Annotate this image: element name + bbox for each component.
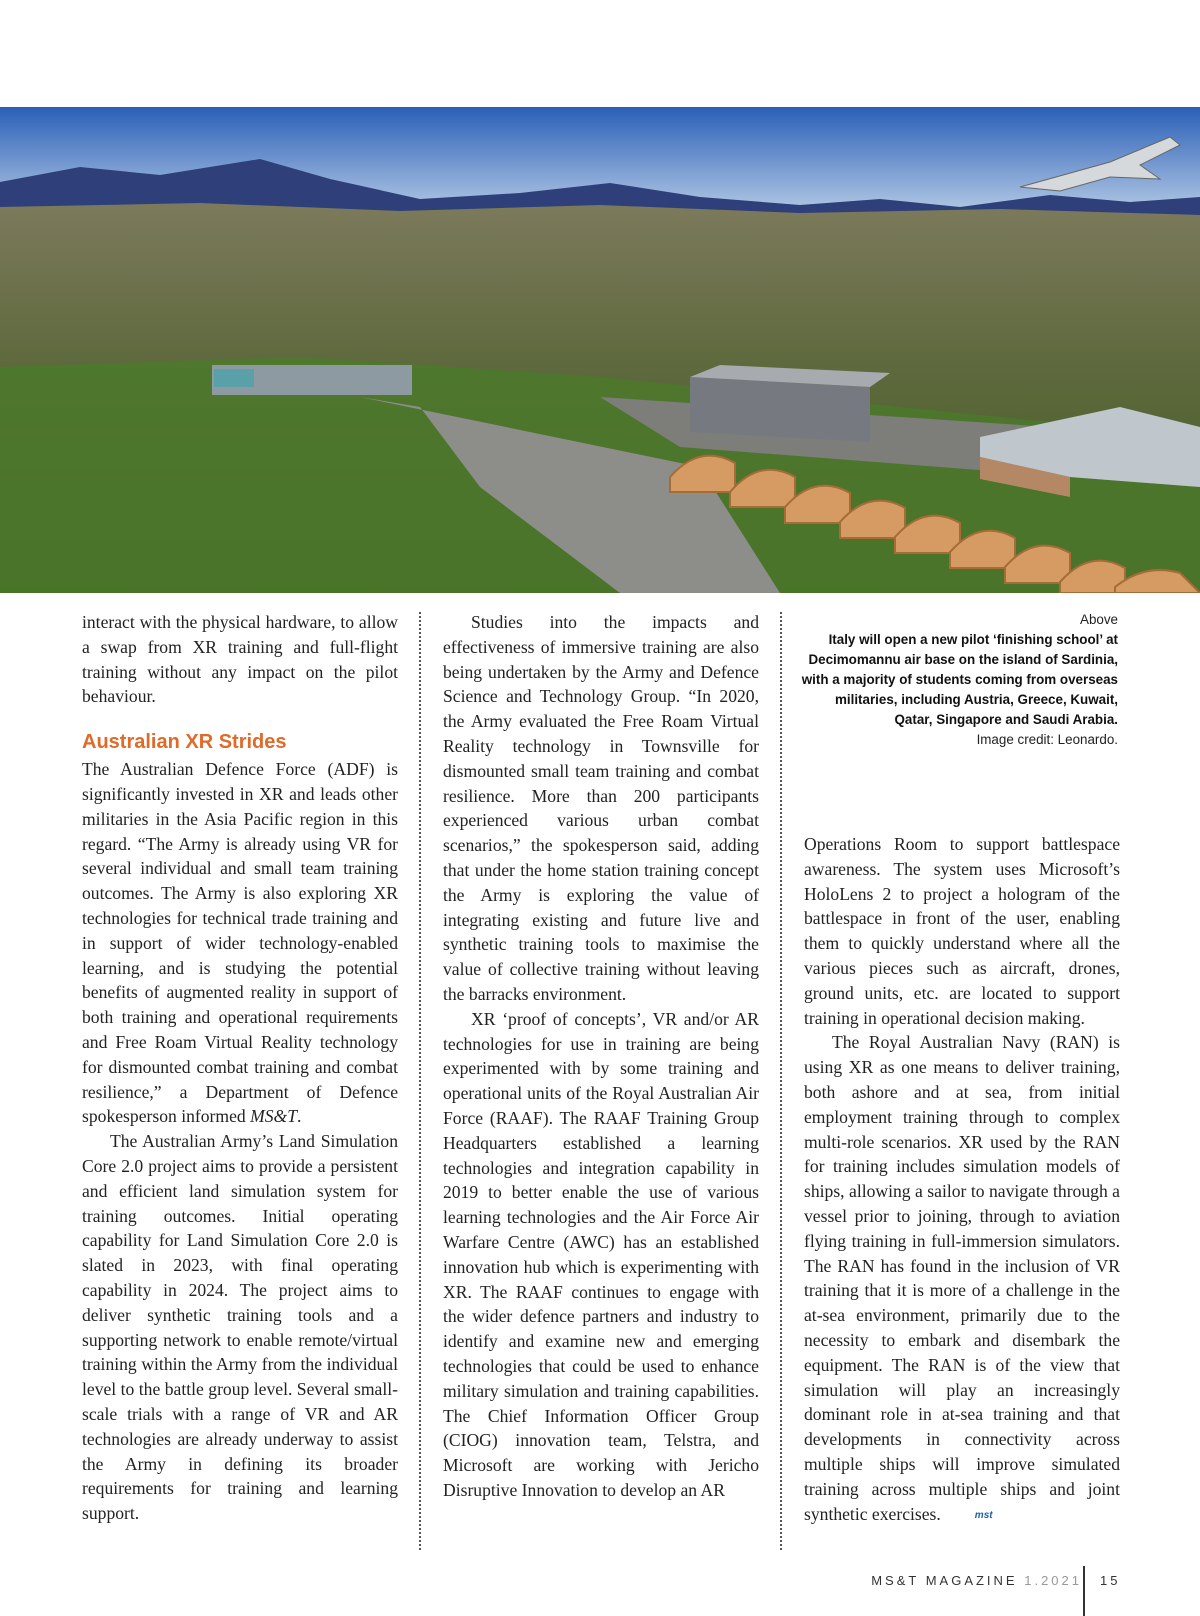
caption-label: Above — [1080, 612, 1118, 627]
col3-paragraph-2 — [804, 1030, 1120, 1528]
article-column-2 — [443, 610, 759, 1503]
mst-end-logo-icon: mst — [974, 1509, 993, 1521]
article-column-1 — [82, 610, 398, 1526]
column-divider-1 — [419, 612, 421, 1550]
caption-credit: Image credit: Leonardo. — [976, 732, 1118, 747]
col1-paragraph-1: interact with the physical hardware, to allow a swap from XR training and full-flight training without any impact on the pilot behaviour. — [82, 612, 398, 707]
col1-paragraph-2-text: The Australian Defence Force (ADF) is significantly invested in XR and leads other militaries in the Asia Pacific region in this regard. “The Army is already using VR for several individual and small team training outcomes. The Army is also exploring XR technologies for technical trade training and in support of wider technology-enabled learning, and is studying the potential benefits of augmented reality in support of both training and operational requirements and Free Roam Virtual Reality technology for dismounted combat training and combat resilience,” a Department of Defence spokesperson informed — [82, 759, 398, 1127]
column-divider-2 — [780, 612, 782, 1550]
section-subhead: Australian XR Strides — [82, 731, 287, 754]
magazine-name: MS&T MAGAZINE — [871, 1573, 1018, 1588]
col1-paragraph-3: The Australian Army’s Land Simulation Core 2.0 project aims to provide a persistent and efficient land simulation system for training outcomes. Initial operating capability for Land Simulation Core 2.0 is slated in 2023, with final operating capability in 2024. The project aims to deliver synthetic training tools and a supporting network to enable remote/virtual training within the Army from the individual level to the battle group level. Several small-scale trials with a range of VR and AR technologies are already underway to assist the Army in defining its broader requirements for training and learning support. — [82, 1131, 398, 1524]
publication-name: MS&T — [250, 1106, 298, 1127]
col3-paragraph-1: Operations Room to support battlespace awareness. The system uses Microsoft’s HoloLens 2 to project a hologram of the battlespace in front of the user, enabling them to quickly understand where all the various pieces such as aircraft, drones, ground units, etc. are located to support training in operational decision making. — [804, 834, 1120, 1028]
hero-image — [0, 107, 1200, 593]
col1-paragraph-2 — [82, 757, 398, 1129]
col1-paragraph-2-end: . — [297, 1106, 302, 1127]
col2-paragraph-1: Studies into the impacts and effectiveness of immersive training are also being undertaken by the Army and Defence Science and Technology Group. “In 2020, the Army evaluated the Free Roam Virtual Reality technology in Townsville for dismounted small team training and combat resilience. More than 200 participants experienced various urban combat scenarios,” the spokesperson said, adding that under the home station training concept the Army is exploring the value of integrating existing and future live and synthetic training tools to maximise the value of collective training without leaving the barracks environment. — [443, 612, 759, 1004]
footer-divider — [1083, 1566, 1085, 1616]
footer-magazine — [860, 1573, 1082, 1588]
caption-body: Italy will open a new pilot ‘finishing school’ at Decimomannu air base on the island of Sardinia, with a majority of students coming from overseas militaries, including Austria, Greece, Kuwait, Qatar, Singapore and Saudi Arabia. — [801, 632, 1118, 727]
col2-paragraph-2: XR ‘proof of concepts’, VR and/or AR technologies for use in training are being experimented with by some training and operational units of the Royal Australian Air Force (RAAF). The RAAF Training Group Headquarters established a learning technologies and integration capability in 2019 to better enable the use of various learning technologies and the Air Force Air Warfare Centre (AWC) has an established innovation hub which is experimenting with XR. The RAAF continues to engage with the wider defence partners and industry to identify and examine new and emerging technologies that could be used to enhance military simulation and training capabilities. The Chief Information Officer Group (CIOG) innovation team, Telstra, and Microsoft are working with Jericho Disruptive Innovation to develop an AR — [443, 1008, 759, 1500]
col3-paragraph-2-text: The Royal Australian Navy (RAN) is using XR as one means to deliver training, both ashore and at sea, from initial employment training through to complex multi-role scenarios. XR used by the RAN for training includes simulation models of ships, allowing a sailor to navigate through a vessel prior to joining, through to aviation flying training in full-immersion simulators. The RAN has found in the inclusion of VR training that it is more of a challenge in the at-sea environment, primarily due to the necessity to embark and disembark the equipment. The RAN is of the view that simulation will play an increasingly dominant role in at-sea training and that developments in connectivity across multiple ships will improve simulated training across multiple ships and joint synthetic exercises. — [804, 1032, 1120, 1524]
image-caption — [800, 610, 1118, 750]
page-number: 15 — [1100, 1573, 1121, 1588]
issue-number: 1.2021 — [1024, 1573, 1082, 1588]
article-column-3 — [804, 832, 1120, 1528]
airbase-aerial-image — [0, 107, 1200, 593]
